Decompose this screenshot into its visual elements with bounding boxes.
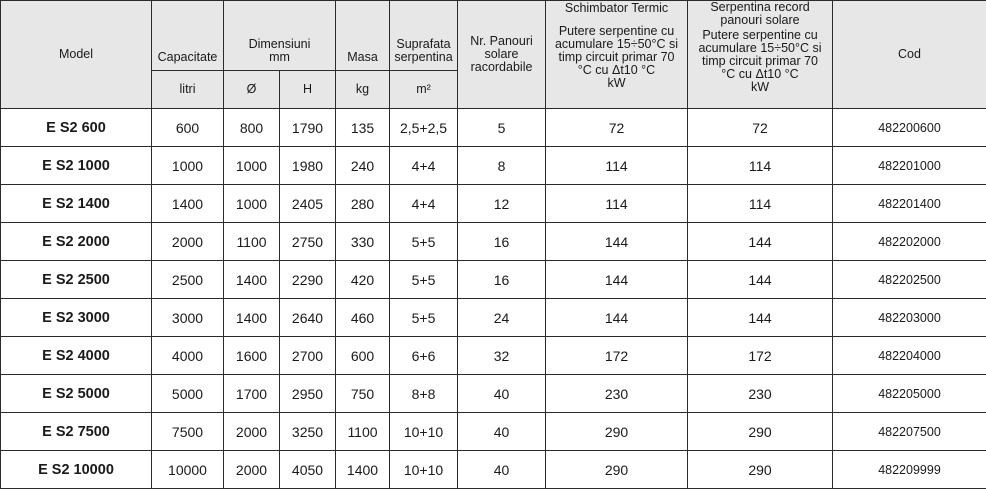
cell-panels: 40 [458, 451, 546, 489]
cell-surface: 4+4 [390, 147, 458, 185]
header-height: H [280, 71, 336, 109]
cell-height: 2640 [280, 299, 336, 337]
cell-exchanger: 290 [546, 413, 688, 451]
cell-diameter: 1000 [224, 147, 280, 185]
solar-title: Serpentina record panouri solare [688, 1, 832, 27]
cell-mass: 460 [336, 299, 390, 337]
cell-mass: 1400 [336, 451, 390, 489]
header-capacity: Capacitate [152, 1, 224, 71]
cell-model: E S2 600 [1, 109, 152, 147]
cell-model: E S2 1400 [1, 185, 152, 223]
cell-mass: 600 [336, 337, 390, 375]
header-code: Cod [833, 1, 986, 109]
cell-exchanger: 230 [546, 375, 688, 413]
cell-panels: 16 [458, 261, 546, 299]
cell-mass: 750 [336, 375, 390, 413]
cell-panels: 40 [458, 375, 546, 413]
cell-height: 2950 [280, 375, 336, 413]
cell-capacity: 600 [152, 109, 224, 147]
header-dimensions: Dimensiuni mm [224, 1, 336, 71]
cell-capacity: 10000 [152, 451, 224, 489]
header-exchanger [546, 1, 688, 109]
cell-surface: 5+5 [390, 223, 458, 261]
cell-code: 482200600 [833, 109, 986, 147]
cell-height: 1980 [280, 147, 336, 185]
cell-code: 482201000 [833, 147, 986, 185]
solar-desc: Putere serpentine cu acumulare 15÷50°C si timp circuit primar 70 °C cu Δt10 °C [688, 29, 832, 81]
solar-unit: kW [688, 81, 832, 94]
cell-height: 2700 [280, 337, 336, 375]
cell-capacity: 3000 [152, 299, 224, 337]
cell-code: 482204000 [833, 337, 986, 375]
cell-model: E S2 5000 [1, 375, 152, 413]
cell-surface: 2,5+2,5 [390, 109, 458, 147]
cell-solar: 144 [688, 261, 833, 299]
cell-capacity: 2500 [152, 261, 224, 299]
table-row [1, 109, 986, 147]
cell-solar: 114 [688, 147, 833, 185]
cell-height: 2290 [280, 261, 336, 299]
cell-model: E S2 7500 [1, 413, 152, 451]
header-mass: Masa [336, 1, 390, 71]
header-capacity-unit: litri [152, 71, 224, 109]
header-mass-unit: kg [336, 71, 390, 109]
cell-diameter: 1700 [224, 375, 280, 413]
cell-height: 4050 [280, 451, 336, 489]
cell-diameter: 1600 [224, 337, 280, 375]
cell-height: 2405 [280, 185, 336, 223]
cell-surface: 6+6 [390, 337, 458, 375]
cell-code: 482202500 [833, 261, 986, 299]
cell-panels: 12 [458, 185, 546, 223]
cell-exchanger: 144 [546, 261, 688, 299]
table-row [1, 413, 986, 451]
cell-height: 1790 [280, 109, 336, 147]
cell-capacity: 7500 [152, 413, 224, 451]
cell-diameter: 1100 [224, 223, 280, 261]
cell-surface: 10+10 [390, 413, 458, 451]
table-row [1, 261, 986, 299]
cell-model: E S2 1000 [1, 147, 152, 185]
cell-code: 482203000 [833, 299, 986, 337]
cell-diameter: 1400 [224, 299, 280, 337]
cell-panels: 8 [458, 147, 546, 185]
cell-mass: 240 [336, 147, 390, 185]
cell-capacity: 1400 [152, 185, 224, 223]
cell-model: E S2 10000 [1, 451, 152, 489]
cell-solar: 172 [688, 337, 833, 375]
exchanger-title: Schimbator Termic [546, 1, 687, 15]
cell-capacity: 2000 [152, 223, 224, 261]
cell-panels: 16 [458, 223, 546, 261]
header-model: Model [1, 1, 152, 109]
cell-solar: 290 [688, 451, 833, 489]
cell-mass: 280 [336, 185, 390, 223]
table-body [1, 109, 986, 489]
table-header [1, 1, 986, 109]
cell-solar: 230 [688, 375, 833, 413]
cell-height: 3250 [280, 413, 336, 451]
cell-model: E S2 2000 [1, 223, 152, 261]
table-row [1, 375, 986, 413]
cell-diameter: 2000 [224, 413, 280, 451]
cell-code: 482209999 [833, 451, 986, 489]
cell-solar: 290 [688, 413, 833, 451]
cell-solar: 72 [688, 109, 833, 147]
cell-panels: 32 [458, 337, 546, 375]
cell-solar: 144 [688, 223, 833, 261]
cell-code: 482201400 [833, 185, 986, 223]
header-surface: Suprafata serpentina [390, 1, 458, 71]
header-surface-unit: m² [390, 71, 458, 109]
cell-surface: 5+5 [390, 261, 458, 299]
table-row [1, 185, 986, 223]
header-panels: Nr. Panouri solare racordabile [458, 1, 546, 109]
cell-exchanger: 114 [546, 185, 688, 223]
cell-code: 482202000 [833, 223, 986, 261]
cell-surface: 5+5 [390, 299, 458, 337]
cell-diameter: 1400 [224, 261, 280, 299]
cell-panels: 5 [458, 109, 546, 147]
cell-panels: 40 [458, 413, 546, 451]
cell-exchanger: 172 [546, 337, 688, 375]
cell-diameter: 1000 [224, 185, 280, 223]
cell-exchanger: 72 [546, 109, 688, 147]
cell-capacity: 5000 [152, 375, 224, 413]
table-row [1, 223, 986, 261]
cell-diameter: 800 [224, 109, 280, 147]
cell-panels: 24 [458, 299, 546, 337]
cell-capacity: 4000 [152, 337, 224, 375]
header-solar [688, 1, 833, 109]
cell-exchanger: 290 [546, 451, 688, 489]
table-row [1, 451, 986, 489]
cell-exchanger: 144 [546, 223, 688, 261]
cell-surface: 10+10 [390, 451, 458, 489]
exchanger-unit: kW [546, 77, 687, 90]
cell-mass: 135 [336, 109, 390, 147]
table-row [1, 299, 986, 337]
cell-model: E S2 2500 [1, 261, 152, 299]
exchanger-desc: Putere serpentine cu acumulare 15÷50°C si timp circuit primar 70 °C cu Δt10 °C [546, 25, 687, 77]
cell-solar: 114 [688, 185, 833, 223]
header-diameter: Ø [224, 71, 280, 109]
table-row [1, 337, 986, 375]
cell-diameter: 2000 [224, 451, 280, 489]
cell-height: 2750 [280, 223, 336, 261]
cell-solar: 144 [688, 299, 833, 337]
cell-mass: 1100 [336, 413, 390, 451]
cell-surface: 4+4 [390, 185, 458, 223]
cell-model: E S2 3000 [1, 299, 152, 337]
cell-surface: 8+8 [390, 375, 458, 413]
cell-mass: 330 [336, 223, 390, 261]
cell-exchanger: 114 [546, 147, 688, 185]
cell-code: 482207500 [833, 413, 986, 451]
cell-capacity: 1000 [152, 147, 224, 185]
cell-model: E S2 4000 [1, 337, 152, 375]
cell-mass: 420 [336, 261, 390, 299]
cell-code: 482205000 [833, 375, 986, 413]
table-row [1, 147, 986, 185]
cell-exchanger: 144 [546, 299, 688, 337]
